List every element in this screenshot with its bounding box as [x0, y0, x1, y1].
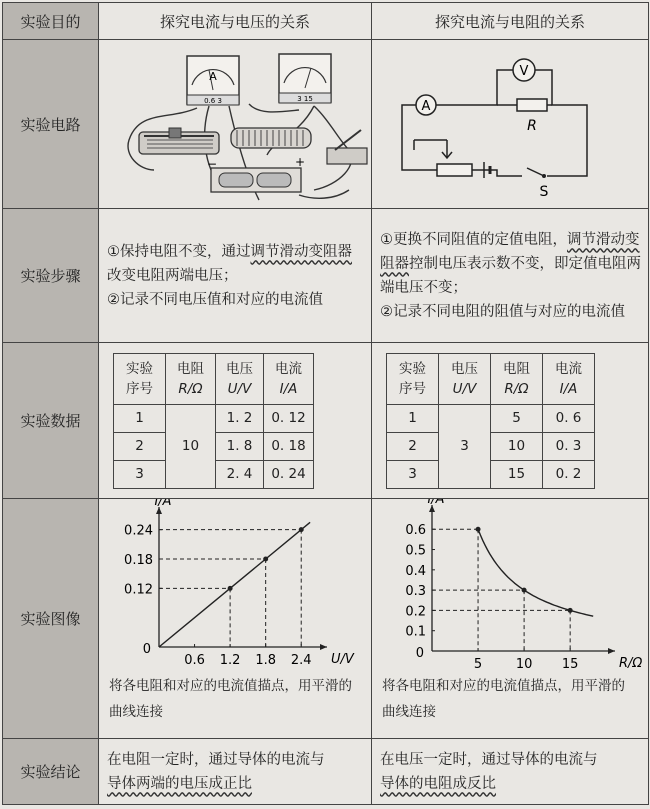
circuit-schematic: [372, 40, 647, 204]
conclusion-left-a: 在电阻一定时，通过导体的电流与: [107, 751, 325, 768]
switch-contact: [542, 174, 546, 178]
voltmeter-scale: 3 15: [297, 95, 313, 103]
x-axis-arrow: [608, 648, 615, 654]
conclusion-right-text: [372, 742, 648, 802]
wire: [432, 70, 587, 176]
wire: [249, 104, 299, 112]
resistor-symbol: [517, 99, 547, 111]
graph-right-cell: [372, 499, 649, 739]
table-header: [387, 353, 595, 404]
rheostat-symbol: [437, 164, 472, 176]
origin-label: 0: [415, 646, 424, 661]
voltmeter-label: V: [519, 64, 529, 79]
steps-row: [3, 209, 649, 343]
y-tick-label: 0.18: [124, 553, 153, 568]
series-line: [159, 522, 310, 647]
data-left-cell: [99, 343, 372, 499]
table-row: [387, 404, 595, 432]
steps-right-p1-end: 控制电压表示数不变，即定值电阻两端电压不变；: [380, 255, 641, 296]
graph-left-cell: [99, 499, 372, 739]
th-voltage: 电压 U/V: [216, 353, 264, 404]
table-row: [387, 460, 595, 488]
cell: 2: [387, 432, 439, 460]
conclusion-label: 实验结论: [3, 739, 99, 805]
y-tick-label: 0.6: [405, 523, 426, 539]
conclusion-left-b: 导体两端的电压成正比: [107, 775, 252, 792]
steps-left-p1: ①保持电阻不变，通过: [107, 243, 251, 260]
battery: [207, 155, 305, 192]
y-tick-label: 0.4: [405, 563, 426, 579]
x-axis-label: U/V: [331, 652, 354, 667]
plus-sign: +: [295, 155, 306, 169]
y-tick-label: 0.3: [405, 584, 426, 600]
wire: [299, 190, 349, 198]
cell: 0. 3: [543, 432, 595, 460]
conclusion-right-a: 在电压一定时，通过导体的电流与: [380, 751, 598, 768]
ir-chart: [372, 499, 647, 669]
y-axis-label: I/A: [154, 499, 172, 509]
th-resistance: 电阻 R/Ω: [166, 353, 216, 404]
voltmeter: [279, 54, 331, 103]
ammeter-letter: A: [209, 70, 217, 83]
data-table-left: [113, 353, 314, 489]
data-right-cell: [372, 343, 649, 499]
th-current: 电流 I/A: [264, 353, 314, 404]
steps-right-p2: ②记录不同电阻的阻值与对应的电流值: [380, 303, 625, 320]
steps-left-cell: [99, 209, 372, 343]
wire: [402, 105, 437, 170]
conclusion-left-text: [99, 742, 371, 802]
origin-label: 0: [142, 642, 151, 657]
header-row: [3, 3, 649, 40]
conclusion-right-b: 导体的电阻成反比: [380, 775, 496, 792]
cell: 0. 24: [264, 460, 314, 488]
y-tick-label: 0.5: [405, 543, 426, 559]
table-row: [114, 404, 314, 432]
th-seq: 实验 序号: [114, 353, 166, 404]
graph-right-caption: 将各电阻和对应的电流值描点，用平滑的曲线连接: [382, 678, 625, 720]
th-voltage: 电压 U/V: [439, 353, 491, 404]
steps-right-text: [372, 222, 648, 330]
header-right: 探究电流与电阻的关系: [372, 3, 649, 40]
steps-left-p1-end: 改变电阻两端电压；: [107, 267, 238, 284]
cell: 2: [114, 432, 166, 460]
steps-left-wavy: 调节滑动变阻器: [250, 243, 352, 260]
y-tick-label: 0.2: [405, 604, 426, 620]
series-curve: [478, 529, 593, 616]
y-tick-label: 0.1: [405, 624, 426, 640]
cell: 1. 8: [216, 432, 264, 460]
steps-right-p1: ①更换不同阻值的定值电阻，: [380, 231, 567, 248]
cell: 2. 4: [216, 460, 264, 488]
circuit-label: 实验电路: [3, 40, 99, 209]
experiment-table: [2, 2, 649, 805]
data-point: [263, 557, 268, 562]
graph-left-caption: 将各电阻和对应的电流值描点，用平滑的曲线连接: [109, 678, 352, 720]
switch-blade: [527, 168, 544, 176]
ammeter: [187, 56, 239, 105]
iu-chart: [99, 499, 370, 669]
cell: 3: [387, 460, 439, 488]
y-tick-label: 0.24: [124, 523, 153, 539]
x-tick-label: 15: [561, 657, 579, 669]
steps-right-cell: [372, 209, 649, 343]
conclusion-row: [3, 739, 649, 805]
cell: 1. 2: [216, 404, 264, 432]
graph-label: 实验图像: [3, 499, 99, 739]
cell: 5: [491, 404, 543, 432]
cell-shared-resistance: 10: [166, 404, 216, 488]
rheostat: [139, 128, 219, 154]
cell: 0. 18: [264, 432, 314, 460]
table-header: [114, 353, 314, 404]
y-tick-label: 0.12: [124, 582, 153, 598]
cell: 1: [387, 404, 439, 432]
cell: 0. 6: [543, 404, 595, 432]
graph-row: [3, 499, 649, 739]
th-resistance: 电阻 R/Ω: [491, 353, 543, 404]
x-tick-label: 1.2: [219, 653, 241, 668]
switch-label: S: [539, 184, 549, 200]
data-point: [299, 527, 304, 532]
data-point: [568, 608, 573, 613]
header-label: 实验目的: [3, 3, 99, 40]
x-axis-label: R/Ω: [619, 656, 643, 669]
steps-left-text: [99, 234, 371, 318]
data-point: [522, 588, 527, 593]
y-axis-label: I/A: [427, 499, 445, 507]
x-tick-label: 10: [515, 657, 533, 669]
data-label: 实验数据: [3, 343, 99, 499]
cell-shared-voltage: 3: [439, 404, 491, 488]
physical-circuit-illustration: [99, 40, 370, 204]
x-tick-label: 5: [473, 657, 483, 669]
table-row: [387, 432, 595, 460]
data-table-right: [386, 353, 595, 489]
cell: 15: [491, 460, 543, 488]
cell: 1: [114, 404, 166, 432]
cell: 3: [114, 460, 166, 488]
conclusion-left-cell: [99, 739, 372, 805]
cell: 0. 2: [543, 460, 595, 488]
circuit-right-cell: [372, 40, 649, 209]
steps-right-wavy: 调节滑动变阻器: [380, 231, 640, 272]
ammeter-scale: 0.6 3: [204, 97, 222, 105]
steps-left-p2: ②记录不同电压值和对应的电流值: [107, 291, 323, 308]
x-axis-arrow: [320, 644, 327, 650]
x-tick-label: 2.4: [290, 653, 312, 668]
resistor-label: R: [527, 118, 537, 134]
ammeter-label: A: [421, 99, 431, 114]
th-seq: 实验 序号: [387, 353, 439, 404]
th-current: 电流 I/A: [543, 353, 595, 404]
coil-resistor: [231, 128, 311, 148]
steps-label: 实验步骤: [3, 209, 99, 343]
x-tick-label: 0.6: [184, 653, 205, 668]
x-tick-label: 1.8: [255, 653, 277, 668]
minus-sign: −: [207, 157, 218, 171]
data-row: [3, 343, 649, 499]
data-point: [228, 586, 233, 591]
cell: 10: [491, 432, 543, 460]
cell: 0. 12: [264, 404, 314, 432]
circuit-row: [3, 40, 649, 209]
wire: [472, 170, 522, 176]
circuit-left-cell: [99, 40, 372, 209]
header-left: 探究电流与电压的关系: [99, 3, 372, 40]
data-point: [476, 527, 481, 532]
conclusion-right-cell: [372, 739, 649, 805]
